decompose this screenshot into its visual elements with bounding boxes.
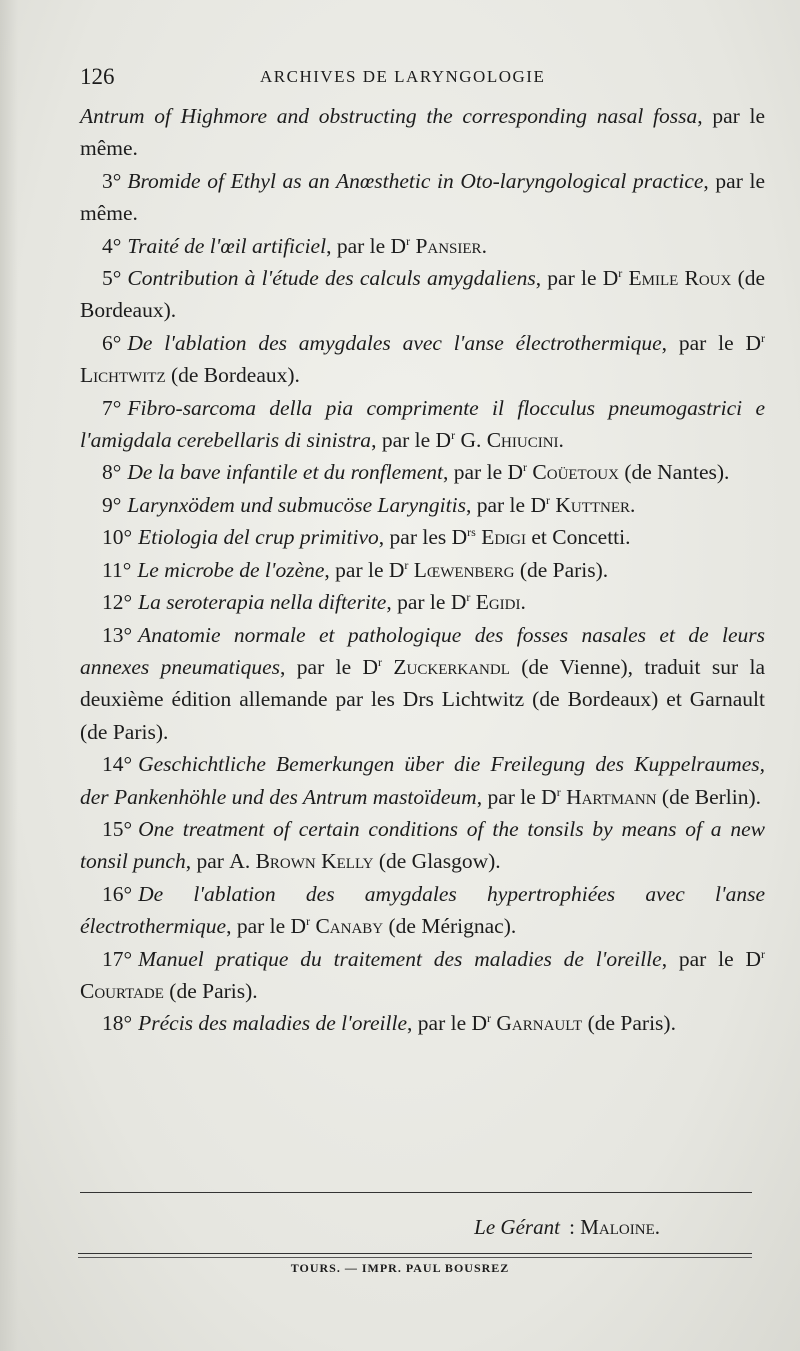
bibliography-list: [80, 100, 765, 1040]
doctor-abbrev-suffix: r: [404, 557, 409, 572]
entry-attribution: , par le: [324, 557, 389, 582]
separator-rule: [80, 1192, 752, 1193]
entry-title: Larynxödem und submucöse Laryngitis: [127, 492, 466, 517]
entry-title: La seroterapia nella difterite: [138, 590, 387, 615]
entry-attribution: , par le: [371, 428, 436, 453]
entry-title: De l'ablation des amygdales hypertrophiées avec l'anse électrothermique: [80, 881, 765, 939]
list-item: [80, 230, 765, 262]
doctor-abbrev: $D^r$: [530, 492, 550, 517]
entry-title: Geschichtliche Bemerkungen über die Freilegung des Kuppelraumes, der Pankenhöhle und des Antrum mastoïdeum: [80, 752, 765, 809]
doctor-abbrev-suffix: r: [378, 654, 383, 669]
list-item: [80, 392, 765, 457]
page-number: 126: [80, 64, 115, 89]
entry-author: Emile Roux: [628, 266, 732, 291]
entry-suffix: (de Berlin).: [656, 784, 762, 809]
entry-number: 14°: [102, 752, 133, 777]
continued-entry: [80, 100, 765, 165]
entry-number: 13°: [102, 622, 133, 647]
entry-attribution: , par le: [407, 1011, 472, 1036]
doctor-abbrev-suffix: r: [761, 330, 765, 345]
doctor-abbrev: $D^r$: [745, 946, 765, 971]
list-item: [80, 878, 765, 943]
doctor-abbrev-suffix: r: [406, 233, 411, 248]
entry-number: 6°: [102, 330, 122, 355]
doctor-abbrev-suffix: r: [306, 914, 311, 928]
list-item: [80, 165, 765, 230]
gerant-end: .: [654, 1215, 660, 1239]
entry-suffix: (de Nantes).: [618, 460, 730, 485]
entry-suffix: (de Glasgow).: [373, 849, 501, 874]
doctor-abbrev: $D^r$: [471, 1011, 492, 1036]
entry-attribution: , par le: [326, 233, 391, 258]
entry-number: 5°: [102, 266, 122, 291]
page-gutter-shadow: [0, 0, 18, 1351]
page-header: [80, 64, 770, 94]
doctor-abbrev: $D^r$: [541, 784, 561, 809]
doctor-abbrev: $D^{rs}$: [451, 525, 476, 550]
entry-suffix: (de Paris).: [514, 557, 609, 582]
entry-attribution: , par: [185, 849, 230, 874]
doctor-abbrev: $D^r$: [507, 460, 528, 485]
doctor-abbrev: $D^r$: [450, 589, 471, 615]
list-item: [80, 327, 765, 392]
entry-author: Edigi: [481, 525, 526, 550]
entry-number: 12°: [102, 590, 133, 615]
entry-author: Zuckerkandl: [393, 654, 510, 679]
list-item: [80, 1007, 765, 1039]
doctor-abbrev-suffix: r: [487, 1011, 492, 1026]
entry-attribution: , par le: [465, 492, 531, 517]
entry-suffix: .: [630, 492, 636, 517]
entry-suffix: (de Mérignac).: [383, 914, 517, 939]
entry-author: A. Brown Kelly: [229, 849, 374, 874]
entry-suffix: .: [558, 428, 564, 453]
entry-title: Fibro-sarcoma della pia comprimente il flocculus pneumogastrici e l'amigdala cerebellaris di sinistra: [80, 395, 765, 453]
entry-author: Canaby: [315, 914, 384, 939]
doctor-abbrev-suffix: r: [451, 427, 456, 442]
doctor-abbrev-suffix: r: [545, 492, 550, 507]
entry-attribution: , par le: [443, 460, 508, 485]
gerant-line: [474, 1215, 660, 1240]
entry-attribution: , par le: [476, 784, 542, 809]
entry-author: G. Chiucini: [460, 428, 559, 453]
entry-suffix: (de Bordeaux).: [165, 363, 300, 388]
entry-author: Pansier: [415, 233, 482, 258]
list-item: [80, 489, 765, 521]
entry-number: 16°: [102, 881, 133, 906]
entry-title: Précis des maladies de l'oreille: [138, 1011, 408, 1036]
entry-author: Lichtwitz: [80, 363, 166, 388]
double-rule-top: [78, 1253, 752, 1254]
list-item: [80, 262, 765, 327]
entry-attribution: , par le: [661, 330, 746, 355]
printer-imprint: TOURS. — IMPR. PAUL BOUSREZ: [290, 1261, 510, 1275]
gerant-label: Le Gérant: [474, 1215, 560, 1239]
doctor-abbrev-suffix: rs: [467, 525, 476, 540]
entry-suffix: (de Paris).: [163, 978, 258, 1003]
list-item: [80, 554, 765, 586]
entry-attribution: , par le même.: [80, 168, 766, 226]
doctor-abbrev: $D^r$: [290, 914, 311, 939]
entry-author: Courtade: [80, 978, 164, 1003]
list-item: [80, 943, 765, 1008]
entry-number: 8°: [102, 460, 122, 485]
entry-title: Etiologia del crup primitivo: [138, 525, 379, 550]
entry-suffix: .: [520, 590, 526, 615]
entry-suffix: .: [481, 233, 487, 258]
list-item: [80, 456, 765, 488]
entry-suffix: (de Vienne), traduit sur la deuxième édition allemande par les Drs Lichtwitz (de Bordeaux) et Garnault (de Paris).: [80, 654, 766, 744]
entry-title: Contribution à l'étude des calculs amygdaliens: [127, 266, 536, 291]
entry-title: Le microbe de l'ozène: [137, 557, 325, 582]
entry-suffix: et Concetti.: [526, 525, 631, 550]
doctor-abbrev-suffix: r: [761, 946, 765, 961]
entry-number: 10°: [102, 525, 133, 550]
entry-author: Egidi: [475, 590, 521, 615]
list-item: [80, 521, 765, 553]
doctor-abbrev-suffix: r: [556, 784, 561, 799]
doctor-abbrev: $D^r$: [602, 265, 623, 291]
entry-author: Garnault: [496, 1011, 583, 1036]
entry-attribution: , par les: [378, 525, 452, 550]
entry-title: One treatment of certain conditions of the tonsils by means of a new tonsil punch: [80, 816, 765, 874]
entry-number: 11°: [102, 557, 132, 582]
entry-attribution: , par le même.: [80, 104, 766, 161]
entry-title: Traité de l'œil artificiel: [127, 233, 327, 258]
doctor-abbrev: $D^r$: [745, 330, 765, 355]
list-item: [80, 813, 765, 878]
entry-number: 7°: [102, 395, 122, 420]
entry-author: Coüetoux: [532, 460, 619, 485]
entries-container: [80, 165, 765, 1040]
entry-suffix: (de Paris).: [582, 1011, 676, 1036]
entry-author: Kuttner: [555, 492, 631, 517]
running-title: ARCHIVES DE LARYNGOLOGIE: [260, 67, 546, 86]
entry-attribution: , par le: [661, 946, 746, 971]
doctor-abbrev-suffix: r: [523, 460, 528, 475]
entry-title: De la bave infantile et du ronflement: [127, 460, 444, 485]
entry-number: 17°: [102, 946, 133, 971]
entry-number: 3°: [102, 168, 122, 193]
list-item: [80, 586, 765, 618]
entry-attribution: , par le: [535, 266, 603, 291]
doctor-abbrev-suffix: r: [618, 265, 623, 280]
doctor-abbrev: $D^r$: [390, 233, 411, 258]
entry-title: Manuel pratique du traitement des maladies de l'oreille: [138, 946, 662, 971]
gerant-name: Maloine: [580, 1215, 655, 1239]
entry-number: 4°: [102, 233, 122, 258]
entry-title: Antrum of Highmore and obstructing the corresponding nasal fossa: [80, 104, 698, 128]
entry-number: 9°: [102, 492, 122, 517]
entry-title: Anatomie normale et pathologique des fosses nasales et de leurs annexes pneumatiques: [80, 622, 765, 679]
entry-title: Bromide of Ethyl as an Anœsthetic in Oto-laryngological practice: [127, 168, 704, 193]
doctor-abbrev: $D^r$: [435, 427, 456, 453]
doctor-abbrev: $D^r$: [362, 654, 383, 679]
doctor-abbrev: $D^r$: [388, 557, 409, 582]
list-item: [80, 619, 765, 749]
list-item: [80, 748, 765, 813]
entry-attribution: , par le: [226, 914, 291, 939]
entry-author: Lœwenberg: [413, 557, 515, 582]
entry-author: Hartmann: [566, 784, 657, 809]
entry-number: 15°: [102, 816, 133, 841]
entry-suffix: (de Bordeaux).: [80, 266, 766, 323]
double-rule-bottom: [78, 1257, 752, 1258]
doctor-abbrev-suffix: r: [466, 589, 471, 604]
gerant-separator: :: [563, 1215, 581, 1239]
entry-title: De l'ablation des amygdales avec l'anse électrothermique: [127, 330, 662, 355]
entry-attribution: , par le: [386, 590, 451, 615]
entry-number: 18°: [102, 1011, 133, 1036]
entry-attribution: , par le: [280, 654, 363, 679]
